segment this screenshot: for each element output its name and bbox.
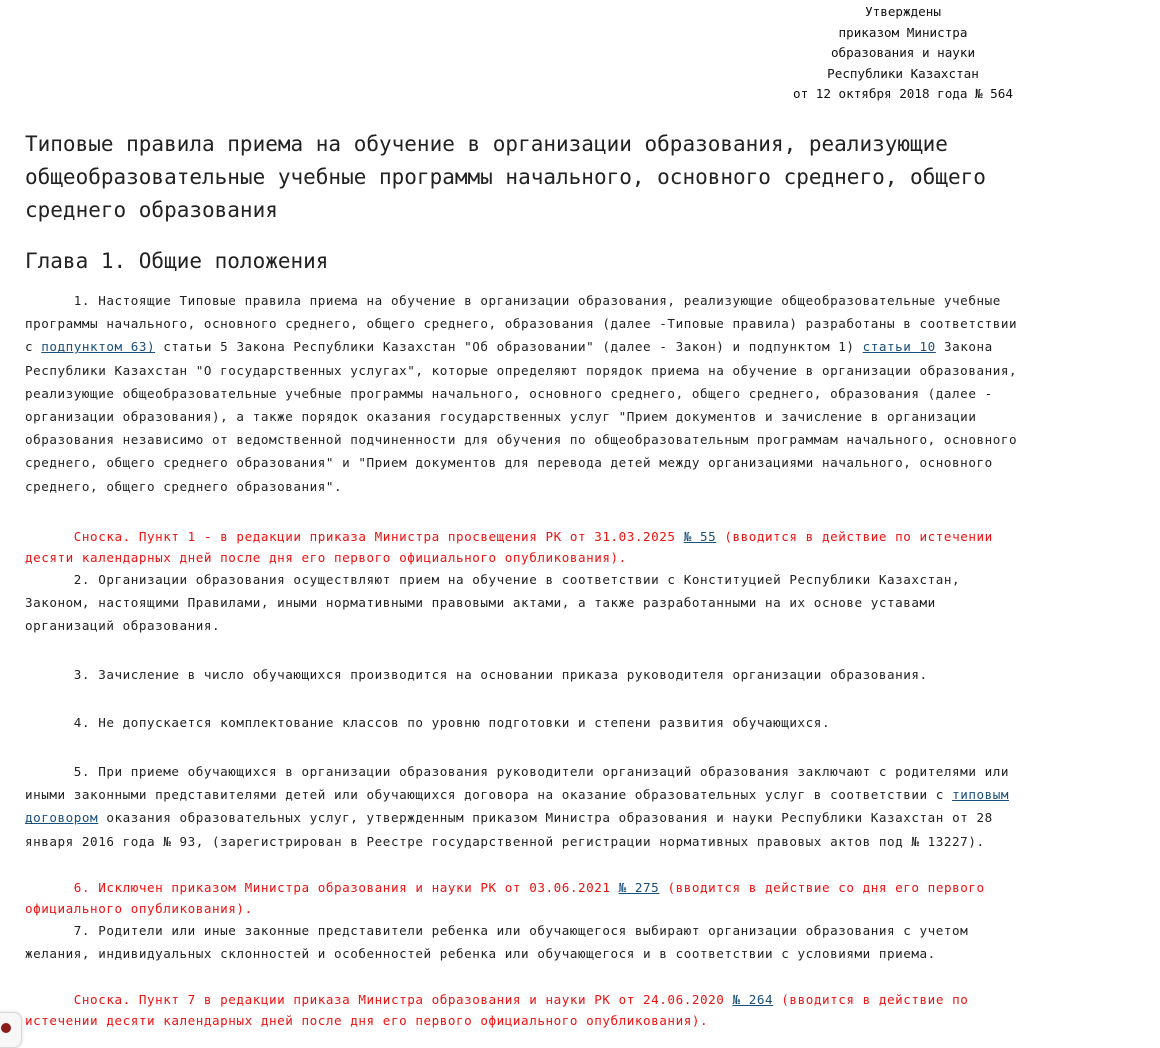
- text-line: 3. Зачисление в число обучающихся производится на основании приказа руководителя организации образования.: [25, 667, 928, 682]
- text-line: 7. Родители или иные законные представители ребенка или обучающегося выбирают организации образования с учетом: [25, 923, 969, 938]
- approval-stamp: [780, 2, 1026, 105]
- text-line: Законом, настоящими Правилами, иными нормативными правовыми актами, а также разработанными на их основе уставами: [25, 595, 936, 611]
- title-line: общеобразовательные учебные программы начального, основного среднего, общего: [25, 165, 986, 189]
- text-fragment: оказания образовательных услуг, утвержденным приказом Министра образования и науки Республики Казахстан от 28: [98, 810, 993, 826]
- text-line: [25, 335, 1017, 358]
- paragraph-5: [25, 760, 1009, 853]
- text-line: официального опубликования).: [25, 901, 253, 916]
- text-line: организации образования), а также порядок оказания государственных услуг "Прием документов и зачисление в организации: [25, 409, 977, 425]
- footnote-paragraph-7: [25, 989, 968, 1031]
- link-order-55[interactable]: № 55: [683, 529, 717, 544]
- text-line: организаций образования.: [25, 618, 221, 634]
- title-line: Типовые правила приема на обучение в организации образования, реализующие: [25, 132, 948, 156]
- text-fragment: статьи 5 Закона Республики Казахстан "Об образовании" (далее - Закон) и подпунктом 1): [155, 339, 863, 355]
- footnote-paragraph-1: [25, 526, 993, 568]
- text-line: среднего, общего среднего образования".: [25, 478, 343, 494]
- approval-line: образования и науки: [830, 45, 976, 61]
- text-line: 5. При приеме обучающихся в организации образования руководители организаций образования заключают с родителями или: [25, 764, 1009, 779]
- link-model-contract-cont[interactable]: договором: [25, 810, 99, 826]
- paragraph-6-excluded: [25, 877, 985, 919]
- text-line: Республики Казахстан "О государственных услугах", которые определяют порядок приема на обучение в организации образования,: [25, 362, 1018, 378]
- approval-line: от 12 октября 2018 года № 564: [793, 86, 1013, 102]
- title-line: среднего образования: [25, 198, 278, 222]
- text-line: желания, индивидуальных склонностей и особенностей ребенка или обучающегося и в соответствии с условиями приема.: [25, 946, 936, 962]
- approval-line: приказом Министра: [838, 24, 968, 40]
- paragraph-2: [25, 568, 960, 638]
- floating-chat-widget[interactable]: [0, 1012, 22, 1048]
- text-line: образования независимо от ведомственной подчиненности для обучения по общеобразовательным программам начального, основного: [25, 432, 1018, 448]
- text-line: [25, 783, 1009, 806]
- link-model-contract[interactable]: типовым: [952, 787, 1009, 803]
- text-line: 2. Организации образования осуществляют прием на обучение в соответствии с Конституцией Республики Казахстан,: [25, 572, 961, 587]
- paragraph-7: [25, 919, 968, 965]
- link-order-264[interactable]: № 264: [732, 992, 774, 1007]
- approval-line: Утверждены: [865, 4, 941, 19]
- text-fragment: с: [25, 339, 42, 355]
- text-fragment: (вводится в действие со дня его первого: [659, 880, 985, 895]
- text-fragment: Закона: [935, 339, 993, 355]
- text-line: 1. Настоящие Типовые правила приема на обучение в организации образования, реализующие общеобразовательные учебные: [25, 293, 1001, 308]
- text-fragment: Сноска. Пункт 7 в редакции приказа Министра образования и науки РК от 24.06.2020: [25, 992, 733, 1007]
- text-line: января 2016 года № 93, (зарегистрирован в Реестре государственной регистрации нормативных правовых актов под № 13227).: [25, 833, 985, 849]
- text-line: программы начального, основного среднего, общего среднего, образования (далее -Типовые правила) разработаны в соответствии: [25, 316, 1018, 332]
- paragraph-1: [25, 289, 1017, 498]
- link-subparagraph-63[interactable]: подпунктом 63): [41, 339, 156, 355]
- text-line: [25, 989, 968, 1010]
- text-line: среднего, общего среднего образования" и "Прием документов для перевода детей между организациями начального, основного: [25, 455, 993, 471]
- link-article-10[interactable]: статьи 10: [862, 339, 936, 355]
- text-line: [25, 526, 993, 547]
- document-title: [25, 128, 986, 227]
- text-line: десяти календарных дней после дня его первого официального опубликования).: [25, 550, 627, 565]
- text-fragment: 6. Исключен приказом Министра образования и науки РК от 03.06.2021: [25, 880, 619, 895]
- link-order-275[interactable]: № 275: [618, 880, 660, 895]
- chapter-heading: Глава 1. Общие положения: [25, 249, 329, 273]
- text-line: 4. Не допускается комплектование классов по уровню подготовки и степени развития обучающихся.: [25, 715, 831, 730]
- text-fragment: (вводится в действие по: [773, 992, 969, 1007]
- text-line: реализующие общеобразовательные учебные программы начального, основного среднего, общего среднего, образования (далее -: [25, 385, 993, 401]
- paragraph-3: [25, 663, 928, 686]
- text-fragment: Сноска. Пункт 1 - в редакции приказа Министра просвещения РК от 31.03.2025: [25, 529, 684, 544]
- paragraph-4: [25, 711, 830, 734]
- approval-line: Республики Казахстан: [827, 65, 979, 81]
- text-line: истечении десяти календарных дней после дня его первого официального опубликования).: [25, 1013, 709, 1028]
- text-line: [25, 806, 1009, 829]
- text-fragment: иными законными представителями детей или обучающихся договора на оказание образовательных услуг в соответствии с: [25, 787, 953, 803]
- text-fragment: (вводится в действие по истечении: [716, 529, 993, 544]
- text-line: [25, 877, 985, 898]
- chat-widget-icon: [1, 1023, 11, 1033]
